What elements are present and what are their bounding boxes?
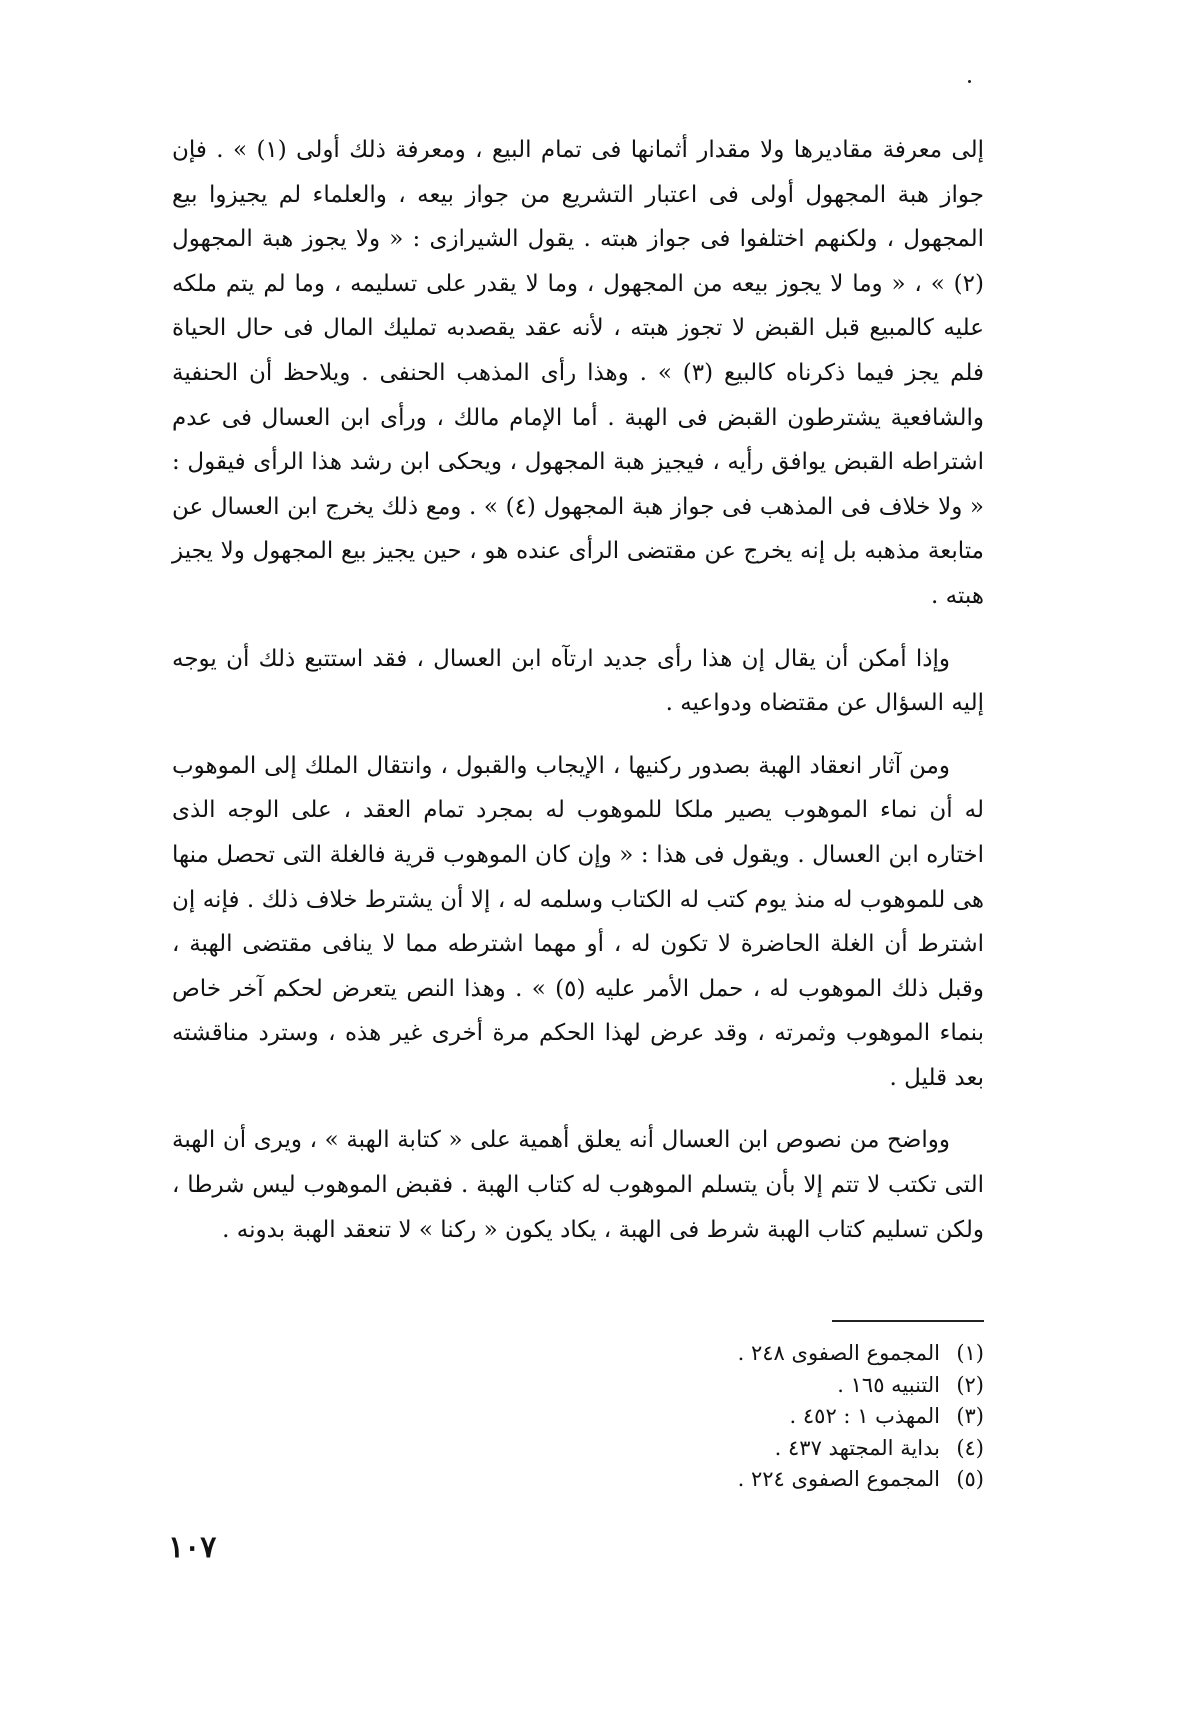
footnote: [520, 1338, 984, 1370]
paragraph: ومن آثار انعقاد الهبة بصدور ركنيها ، الإيجاب والقبول ، وانتقال الملك إلى الموهوب له أن نماء الموهوب يصير ملكا للموهوب له بمجرد تمام العقد ، على الوجه الذى اختاره ابن العسال . ويقول فى هذا : « وإن كان الموهوب قرية فالغلة التى تحصل منها هى للموهوب له منذ يوم كتب له الكتاب وسلمه له ، إلا أن يشترط خلاف ذلك . فإنه إن اشترط أن الغلة الحاضرة لا تكون له ، أو مهما اشترطه مما لا ينافى مقتضى الهبة ، وقبل ذلك الموهوب له ، حمل الأمر عليه (٥) » . وهذا النص يتعرض لحكم آخر خاص بنماء الموهوب وثمرته ، وقد عرض لهذا الحكم مرة أخرى غير هذه ، وسترد مناقشته بعد قليل .: [172, 752, 985, 1091]
footnote: [520, 1464, 984, 1496]
footnote-marker: (٤): [956, 1435, 984, 1460]
page-number: ١٠٧: [168, 1530, 217, 1565]
paragraph: وإذا أمكن أن يقال إن هذا رأى جديد ارتآه ابن العسال ، فقد استتبع ذلك أن يوجه إليه السؤال عن مقتضاه ودواعيه .: [172, 645, 984, 717]
footnote: [520, 1401, 984, 1433]
footnote: [520, 1370, 984, 1402]
footnote-marker: (٢): [956, 1372, 984, 1397]
footnote-separator: [832, 1320, 984, 1322]
footnotes-list: [520, 1338, 984, 1496]
scan-speck: [968, 80, 971, 83]
footnote-marker: (١): [956, 1341, 984, 1365]
footnote-text: المهذب ١ : ٤٥٢ .: [789, 1404, 940, 1428]
main-text: [172, 128, 984, 1252]
footnote-text: التنبيه ١٦٥ .: [837, 1372, 940, 1397]
paragraph: إلى معرفة مقاديرها ولا مقدار أثمانها فى تمام البيع ، ومعرفة ذلك أولى (١) » . فإن جواز هبة المجهول أولى فى اعتبار التشريع من جواز بيعه ، والعلماء لم يجيزوا بيع المجهول ، ولكنهم اختلفوا فى جواز هبته . يقول الشيرازى : « ولا يجوز هبة المجهول (٢) » ، « وما لا يجوز بيعه من المجهول ، وما لا يقدر على تسليمه ، وما لم يتم ملكه عليه كالمبيع قبل القبض لا تجوز هبته ، لأنه عقد يقصدبه تمليك المال فى حال الحياة فلم يجز فيما ذكرناه كالبيع (٣) » . وهذا رأى المذهب الحنفى . ويلاحظ أن الحنفية والشافعية يشترطون القبض فى الهبة . أما الإمام مالك ، ورأى ابن العسال فى عدم اشتراطه القبض يوافق رأيه ، فيجيز هبة المجهول ، ويحكى ابن رشد هذا الرأى فيقول : « ولا خلاف فى المذهب فى جواز هبة المجهول (٤) » . ومع ذلك يخرج ابن العسال عن متابعة مذهبه بل إنه يخرج عن مقتضى الرأى عنده هو ، حين يجيز بيع المجهول ولا يجيز هبته .: [172, 137, 985, 609]
footnote: [520, 1433, 984, 1465]
paragraph: وواضح من نصوص ابن العسال أنه يعلق أهمية على « كتابة الهبة » ، ويرى أن الهبة التى تكتب لا تتم إلا بأن يتسلم الموهوب له كتاب الهبة . فقبض الموهوب ليس شرطا ، ولكن تسليم كتاب الهبة شرط فى الهبة ، يكاد يكون « ركنا » لا تنعقد الهبة بدونه .: [172, 1127, 984, 1243]
footnote-marker: (٣): [956, 1404, 984, 1428]
footnote-marker: (٥): [956, 1467, 984, 1491]
footnote-text: بداية المجتهد ٤٣٧ .: [774, 1435, 940, 1460]
footnote-text: المجموع الصفوى ٢٤٨ .: [737, 1341, 940, 1365]
footnote-text: المجموع الصفوى ٢٢٤ .: [737, 1467, 940, 1491]
